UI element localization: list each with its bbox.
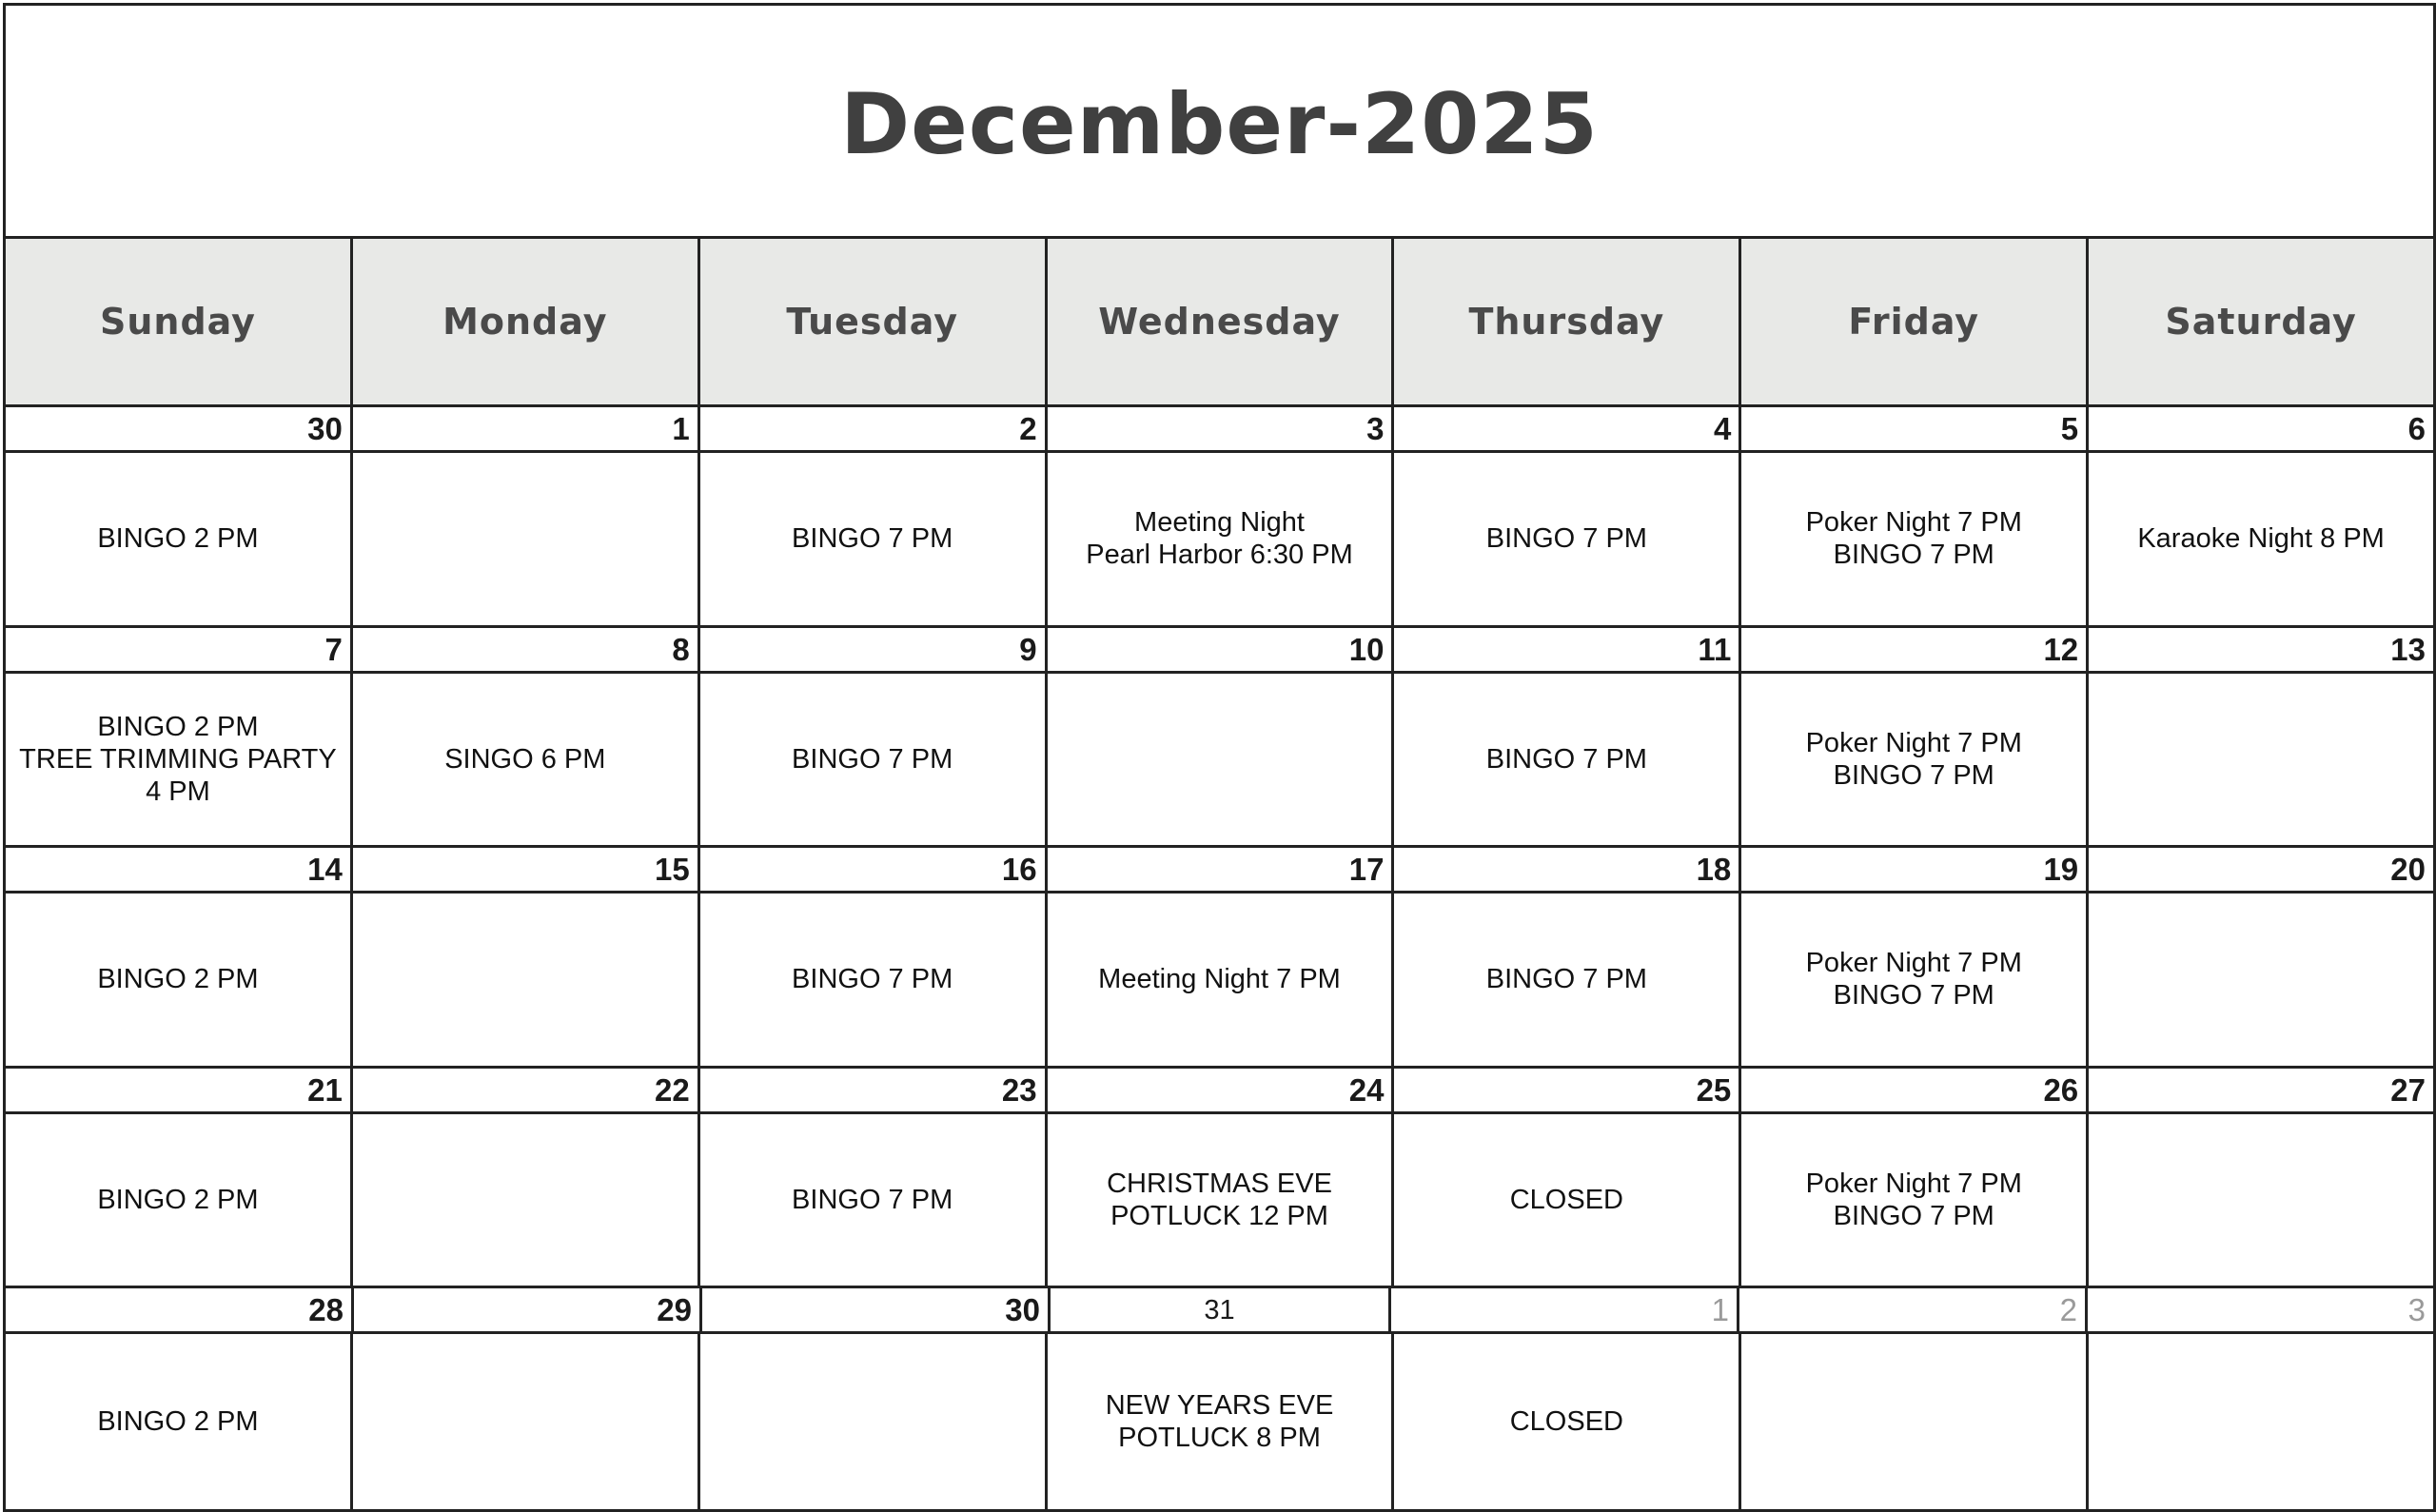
- weekday-header-wednesday: Wednesday: [1048, 239, 1395, 404]
- date-number-row: [6, 848, 2433, 893]
- date-number: 12: [1741, 628, 2089, 671]
- day-event-cell: [353, 674, 700, 846]
- day-event-cell: [1741, 1114, 2089, 1286]
- event-text: BINGO 7 PM: [1833, 759, 1994, 791]
- event-text: BINGO 2 PM: [97, 964, 259, 995]
- date-number: 14: [6, 848, 353, 891]
- date-number: 20: [2390, 852, 2426, 888]
- date-number: 25: [1394, 1069, 1741, 1111]
- weekday-header-sunday: Sunday: [6, 239, 353, 404]
- day-event-cell: [6, 674, 353, 846]
- event-text: BINGO 7 PM: [1833, 1201, 1994, 1232]
- day-event-cell: [1048, 1114, 1395, 1286]
- day-event-cell: [353, 453, 700, 625]
- event-text: BINGO 7 PM: [792, 964, 953, 995]
- weekday-header-friday: Friday: [1741, 239, 2089, 404]
- day-event-cell: [2089, 1334, 2433, 1509]
- day-event-cell: [700, 1114, 1048, 1286]
- day-event-cell: [1048, 674, 1395, 846]
- day-event-cell: [700, 674, 1048, 846]
- weekday-header-row: [6, 236, 2433, 407]
- event-text: BINGO 7 PM: [1485, 523, 1647, 555]
- weekday-header-saturday: Saturday: [2165, 301, 2357, 343]
- events-row: [6, 1114, 2433, 1289]
- date-number: 17: [1048, 848, 1395, 891]
- calendar-grid: [6, 407, 2433, 1509]
- date-number: 5: [1741, 407, 2089, 450]
- date-number: 4: [1394, 407, 1741, 450]
- day-event-cell: [6, 1114, 353, 1286]
- weekday-header-monday: Monday: [353, 239, 700, 404]
- date-number: 29: [354, 1288, 702, 1331]
- event-text: Pearl Harbor 6:30 PM: [1086, 540, 1353, 571]
- day-event-cell: [1048, 1334, 1395, 1509]
- day-event-cell: [1394, 453, 1741, 625]
- day-event-cell: [1741, 453, 2089, 625]
- day-event-cell: [353, 1114, 700, 1286]
- date-number: 30: [702, 1288, 1051, 1331]
- event-text: CHRISTMAS EVE: [1107, 1168, 1332, 1200]
- date-number: 26: [1741, 1069, 2089, 1111]
- event-text: Poker Night 7 PM: [1805, 727, 2022, 758]
- calendar: [3, 3, 2436, 1512]
- date-number: 30: [6, 407, 353, 450]
- event-text: BINGO 7 PM: [1833, 980, 1994, 1011]
- calendar-week: [6, 407, 2433, 628]
- day-event-cell: [2089, 893, 2433, 1066]
- calendar-week: [6, 628, 2433, 849]
- day-event-cell: [700, 1334, 1048, 1509]
- day-event-cell: [353, 1334, 700, 1509]
- date-number: 2: [1739, 1288, 2088, 1331]
- calendar-week: [6, 1288, 2433, 1509]
- event-text: BINGO 2 PM: [97, 1185, 259, 1216]
- calendar-week: [6, 1069, 2433, 1289]
- event-text: BINGO 2 PM: [97, 1406, 259, 1438]
- event-text: NEW YEARS EVE: [1105, 1390, 1334, 1422]
- date-number: 21: [6, 1069, 353, 1111]
- date-number-row: [6, 1288, 2433, 1334]
- date-number: 13: [2390, 631, 2426, 667]
- weekday-header-tuesday: Tuesday: [700, 239, 1048, 404]
- date-number: 27: [2390, 1071, 2426, 1108]
- event-text: 4 PM: [146, 776, 210, 807]
- event-text: Poker Night 7 PM: [1805, 507, 2022, 539]
- day-event-cell: [2089, 1114, 2433, 1286]
- date-number: 15: [353, 848, 700, 891]
- day-event-cell: [700, 893, 1048, 1066]
- day-event-cell: [6, 453, 353, 625]
- day-event-cell: [1394, 1114, 1741, 1286]
- event-text: BINGO 7 PM: [1485, 964, 1647, 995]
- events-row: [6, 674, 2433, 849]
- calendar-title: December-2025: [840, 74, 1599, 173]
- date-number: 18: [1394, 848, 1741, 891]
- weekday-header-thursday: Thursday: [1394, 239, 1741, 404]
- day-event-cell: [1741, 893, 2089, 1066]
- calendar-week: [6, 848, 2433, 1069]
- event-text: BINGO 7 PM: [1485, 743, 1647, 775]
- event-text: Karaoke Night 8 PM: [2137, 523, 2385, 555]
- events-row: [6, 453, 2433, 628]
- date-number: 6: [2407, 411, 2426, 446]
- event-text: BINGO 7 PM: [792, 1185, 953, 1216]
- date-number: 16: [700, 848, 1048, 891]
- event-text: CLOSED: [1509, 1406, 1623, 1438]
- date-number: 3: [2407, 1292, 2426, 1328]
- day-event-cell: [1394, 893, 1741, 1066]
- event-text: Meeting Night 7 PM: [1098, 964, 1341, 995]
- event-text: BINGO 7 PM: [792, 743, 953, 775]
- event-text: BINGO 2 PM: [97, 523, 259, 555]
- date-number: 19: [1741, 848, 2089, 891]
- event-text: POTLUCK 8 PM: [1118, 1423, 1321, 1454]
- events-row: [6, 1334, 2433, 1509]
- event-text: POTLUCK 12 PM: [1110, 1201, 1328, 1232]
- event-text: BINGO 2 PM: [97, 711, 259, 742]
- date-number: 24: [1048, 1069, 1395, 1111]
- events-row: [6, 893, 2433, 1069]
- day-event-cell: [1741, 674, 2089, 846]
- day-event-cell: [1048, 453, 1395, 625]
- date-number: 11: [1394, 628, 1741, 671]
- day-event-cell: [1048, 893, 1395, 1066]
- day-event-cell: [1741, 1334, 2089, 1509]
- day-event-cell: [6, 1334, 353, 1509]
- day-event-cell: [353, 893, 700, 1066]
- title-bar: [6, 6, 2433, 236]
- date-number: 31: [1051, 1288, 1391, 1331]
- date-number: 23: [700, 1069, 1048, 1111]
- date-number: 2: [700, 407, 1048, 450]
- date-number-row: [6, 407, 2433, 453]
- date-number: 1: [1391, 1288, 1739, 1331]
- event-text: BINGO 7 PM: [792, 523, 953, 555]
- date-number: 7: [6, 628, 353, 671]
- event-text: BINGO 7 PM: [1833, 540, 1994, 571]
- day-event-cell: [1394, 1334, 1741, 1509]
- day-event-cell: [2089, 674, 2433, 846]
- date-number: 3: [1048, 407, 1395, 450]
- event-text: CLOSED: [1509, 1185, 1623, 1216]
- day-event-cell: [700, 453, 1048, 625]
- date-number: 28: [6, 1288, 354, 1331]
- day-event-cell: [1394, 674, 1741, 846]
- date-number-row: [6, 628, 2433, 674]
- day-event-cell: [6, 893, 353, 1066]
- event-text: Poker Night 7 PM: [1805, 1168, 2022, 1200]
- date-number: 22: [353, 1069, 700, 1111]
- date-number-row: [6, 1069, 2433, 1114]
- event-text: SINGO 6 PM: [444, 743, 606, 775]
- date-number: 9: [700, 628, 1048, 671]
- day-event-cell: [2089, 453, 2433, 625]
- date-number: 10: [1048, 628, 1395, 671]
- event-text: TREE TRIMMING PARTY: [19, 743, 337, 775]
- date-number: 1: [353, 407, 700, 450]
- event-text: Meeting Night: [1134, 507, 1305, 539]
- date-number: 8: [353, 628, 700, 671]
- event-text: Poker Night 7 PM: [1805, 948, 2022, 979]
